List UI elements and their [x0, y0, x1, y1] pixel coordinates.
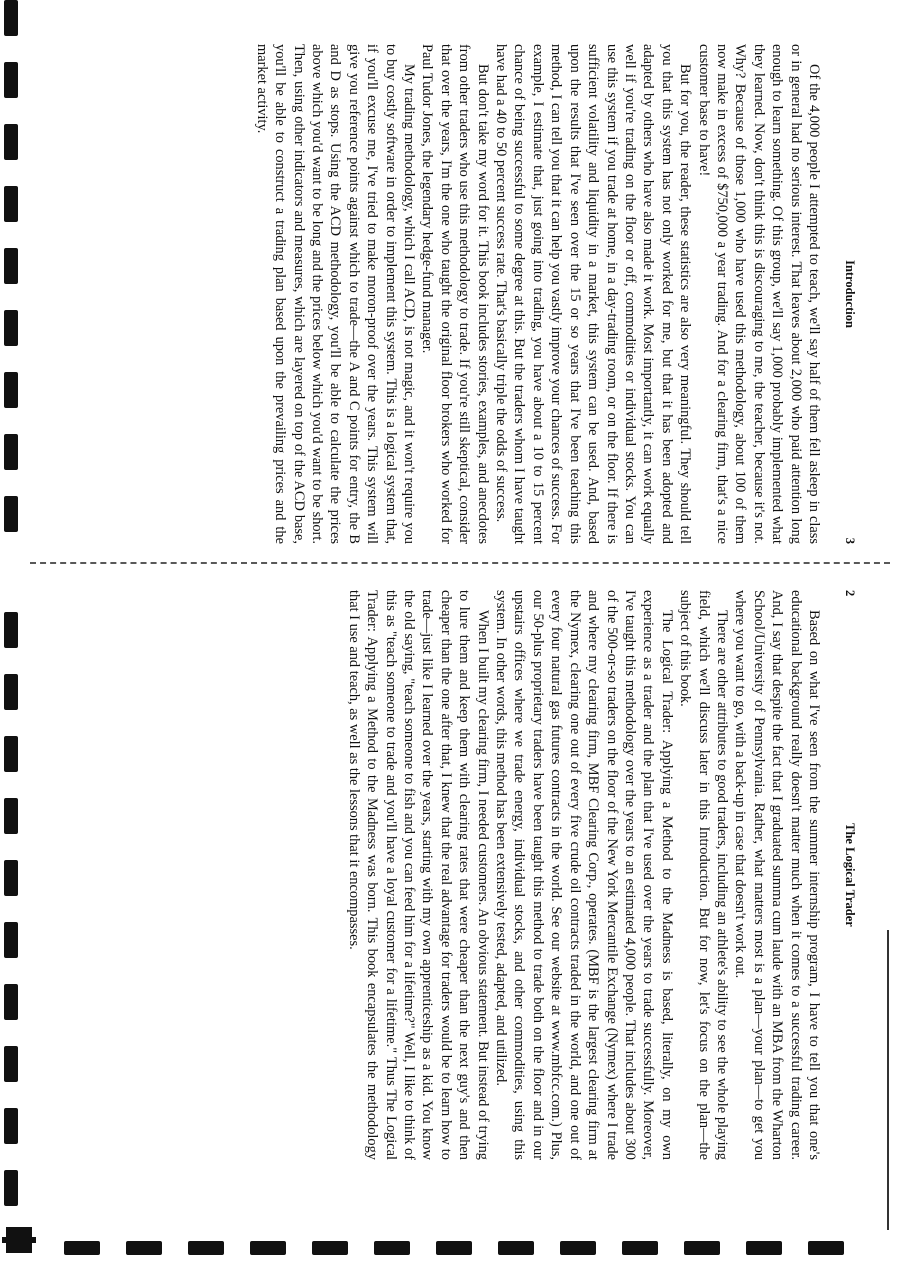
page-number: 3: [843, 537, 857, 544]
binding-hole: [64, 1241, 100, 1255]
binding-hole: [4, 496, 18, 532]
page-number: 2: [843, 590, 857, 597]
binding-hole: [746, 1241, 782, 1255]
binding-hole: [684, 1241, 720, 1255]
binding-hole: [4, 310, 18, 346]
binding-hole: [4, 248, 18, 284]
binding-hole: [4, 186, 18, 222]
binding-hole: [126, 1241, 162, 1255]
binding-hole: [436, 1241, 472, 1255]
paragraph: But don't take my word for it. This book includes stories, examples, and anecdotes from other traders who use this methodology to trade. If you're still skeptical, consider that over the years, I'm the one who taught the original floor brokers who worked for Paul Tudor Jones, the legendary hedge-fund manager.: [419, 44, 491, 544]
binding-hole: [312, 1241, 348, 1255]
binding-hole: [4, 434, 18, 470]
binding-hole: [4, 860, 18, 896]
running-header: [835, 590, 857, 1160]
binding-hole: [4, 984, 18, 1020]
binding-hole: [4, 124, 18, 160]
page-body: [57, 44, 823, 544]
binding-hole: [4, 1170, 18, 1206]
binding-hole: [4, 0, 18, 36]
binding-hole: [498, 1241, 534, 1255]
page-body: [57, 590, 823, 1160]
binding-hole: [188, 1241, 224, 1255]
binding-hole: [4, 372, 18, 408]
binding-hole: [622, 1241, 658, 1255]
running-header: [835, 44, 857, 544]
binding-hole: [560, 1241, 596, 1255]
binding-hole: [4, 1108, 18, 1144]
paragraph: The Logical Trader: Applying a Method to the Madness is based, literally, on my own experience as a trader and the plan that I've used over the years to trade successfully. Moreover, I've taught this methodology over the years to an estimated 4,000 people. That includes about 300 of the 500-or-so traders on the floor of the New York Mercantile Exchange (Nymex) where I trade and where my clearing firm, MBF Clearing Corp., operates. (MBF is the largest clearing firm at the Nymex, clearing one out of every five crude oil contracts traded in the world, and one out of every four natural gas futures contracts in the world. See our website at www.mbfcc.com.) Plus, our 50-plus proprietary traders have been taught this method to trade both on the floor and in our upstairs offices where we trade energy, individual stocks, and other commodities, using this system. In other words, this method has been extensively tested, adapted, and utilized.: [493, 590, 675, 1160]
page-fold-line: [30, 562, 890, 564]
binding-hole: [4, 62, 18, 98]
corner-mark-icon: [2, 1223, 36, 1257]
paragraph: Of the 4,000 people I attempted to teach, we'll say half of them fell asleep in class or in general had no serious interest. That leaves about 2,000 who paid attention long enough to learn something. Of this group, we'll say 1,000 probably implemented what they learned. Now, don't think this is discouraging to me, the teacher, because it's not. Why? Because of those 1,000 who have used this methodology, about 100 of them now make in excess of $750,000 a year trading. And for a clearing firm, that's a nice customer base to have!: [695, 44, 822, 544]
binding-hole: [4, 922, 18, 958]
binding-hole: [808, 1241, 844, 1255]
paragraph: My trading methodology, which I call ACD, is not magic, and it won't require you to buy costly software in order to implement this system. This is a logical system that, if you'll excuse me, I've tried to make moron-proof over the years. This system will give you reference points against which to trade—the A and C points for entry, the B and D as stops. Using the ACD methodology, you'll be able to calculate the prices above which you'd want to be long and the prices below which you'd want to be short. Then, using other indicators and measures, which are layered on top of the ACD base, you'll be able to construct a trading plan based upon the prevailing prices and the market activity.: [253, 44, 418, 544]
page-introduction: [57, 44, 857, 544]
binding-hole: [4, 736, 18, 772]
paragraph: When I built my clearing firm, I needed customers. An obvious statement. But instead of trying to lure them and keep them with clearing rates that were cheaper than the next guy's and then cheaper than the one after that, I knew that the real advantage for traders would be to learn how to trade—just like I learned over the years, starting with my own apprenticeship as a kid. You know the old saying, "teach someone to fish and you can feed him for a lifetime?" Well, I like to think of this as "teach someone to trade and you'll have a loyal customer for a lifetime." Thus The Logical Trader: Applying a Method to the Madness was born. This book encapsulates the methodology that I use and teach, as well as the lessons that it encompasses.: [345, 590, 491, 1160]
binding-hole: [4, 612, 18, 648]
binding-hole: [4, 1046, 18, 1082]
binding-hole: [250, 1241, 286, 1255]
running-title: Introduction: [843, 260, 857, 328]
paragraph: But for you, the reader, these statistics are also very meaningful. They should tell you that this system has not only worked for me, but that it has been adopted and adapted by others who have also made it work. Most importantly, it can work equally well if you're trading on the floor or off, commodities or individual stocks. You can use this system if you trade at home, in a day-trading room, or on the floor. If there is sufficient volatility and liquidity in a market, this system can be used. And, based upon the results that I've seen over the 15 or so years that I've been teaching this method, I can tell you that it can help you vastly improve your chances of success. For example, I estimate that, just going into trading, you have about a 10 to 15 percent chance of being successful to some degree at this. But the traders whom I have taught have had a 40 to 50 percent success rate. That's basically triple the odds of success.: [493, 44, 694, 544]
paragraph: There are other attributes to good traders, including an athlete's ability to see the whole playing field, which we'll discuss later in this Introduction. But for now, let's focus on the plan—the subject of this book.: [677, 590, 730, 1160]
paragraph: Based on what I've seen from the summer internship program, I have to tell you that one's educational background really doesn't matter much when it comes to a successful trading career. And, I say that despite the fact that I graduated summa cum laude with an MBA from the Wharton School/University of Pennsylvania. Rather, what matters most is a plan—your plan—to get you where you want to go, with a back-up in case that doesn't work out.: [732, 590, 822, 1160]
running-title: The Logical Trader: [843, 823, 857, 927]
binding-hole: [4, 674, 18, 710]
page-logical-trader: [57, 590, 857, 1160]
page-edge: [887, 930, 889, 1230]
binding-hole: [4, 798, 18, 834]
binding-hole: [374, 1241, 410, 1255]
